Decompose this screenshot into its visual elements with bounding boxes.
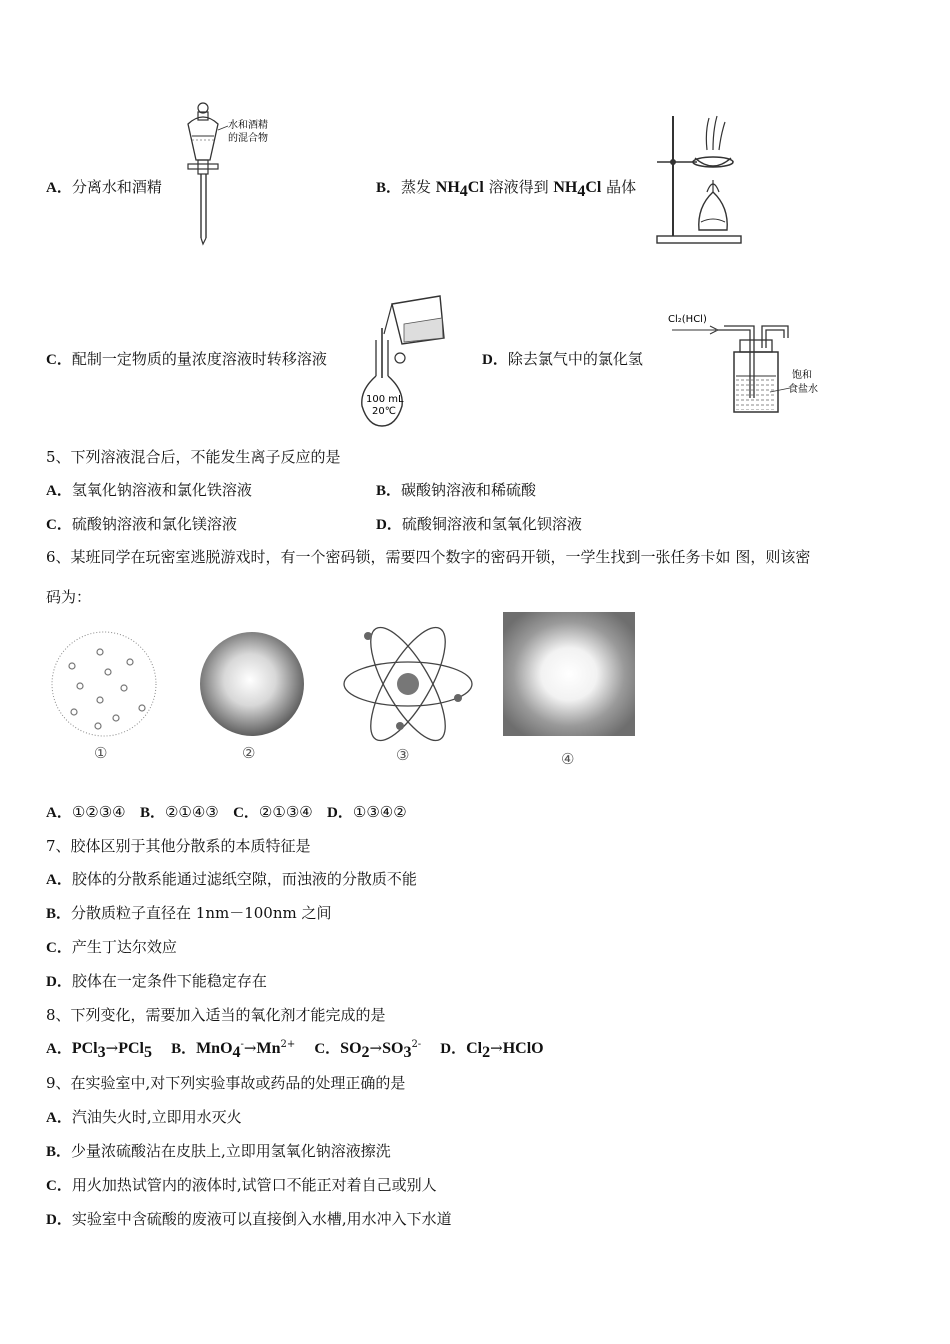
q5-option-c[interactable] (46, 513, 237, 534)
superscript: 2+ (280, 1039, 296, 1050)
q9-option-d[interactable] (46, 1208, 452, 1229)
subscript: 2 (361, 1044, 370, 1061)
option-letter: B． (376, 180, 402, 196)
option-letter: B． (46, 906, 72, 922)
formula: Mn (256, 1040, 281, 1057)
q9-stem: 9、在实验室中,对下列实验事故或药品的处理正确的是 (46, 1074, 406, 1092)
arrow: → (369, 1039, 383, 1057)
q6-option-a[interactable] (46, 803, 126, 821)
subscript: 3 (403, 1044, 412, 1061)
option-letter: C． (233, 805, 259, 821)
q6-option-b[interactable] (140, 803, 219, 821)
q9-option-a[interactable] (46, 1106, 242, 1127)
gas-washing-bottle-figure (666, 308, 836, 418)
option-text: 蒸发 (401, 178, 436, 196)
q8-option-c[interactable] (314, 1039, 422, 1061)
q4-option-c[interactable] (46, 348, 327, 369)
option-letter: D． (327, 805, 353, 821)
option-text: ②①③④ (258, 803, 313, 821)
formula: HClO (502, 1040, 544, 1057)
figure-label: 100 mL (366, 394, 404, 405)
q7-stem: 7、胶体区别于其他分散系的本质特征是 (46, 837, 311, 855)
option-text: 实验室中含硫酸的废液可以直接倒入水槽,用水冲入下水道 (71, 1210, 452, 1228)
formula: PCl (71, 1040, 98, 1057)
formula: PCl (118, 1040, 144, 1057)
nuclear-orbit-model-figure (340, 614, 480, 768)
volumetric-flask-figure (358, 294, 458, 430)
q5-option-b[interactable] (376, 479, 536, 500)
option-letter: C． (46, 940, 72, 956)
subscript: 2 (482, 1044, 491, 1061)
option-letter: D． (482, 352, 508, 368)
q5-option-d[interactable] (376, 513, 582, 534)
option-text: 硫酸铜溶液和氢氧化钡溶液 (401, 515, 582, 533)
subscript: 4 (232, 1044, 241, 1061)
option-text: ①②③④ (71, 803, 126, 821)
option-text: 溶液得到 (483, 178, 554, 196)
option-letter: D． (46, 974, 72, 990)
option-text: 少量浓硫酸沾在皮肤上,立即用氢氧化钠溶液擦洗 (71, 1142, 391, 1160)
electron-cloud-model-figure (503, 612, 637, 772)
subscript: 3 (97, 1044, 106, 1061)
q7-option-b[interactable] (46, 902, 332, 923)
q6-options-row (46, 801, 407, 822)
option-letter: A． (46, 483, 72, 499)
q6-stem-line-2: 码为： (46, 588, 92, 606)
q7-option-a[interactable] (46, 868, 417, 889)
q6-option-d[interactable] (327, 803, 407, 821)
q6-option-c[interactable] (233, 803, 313, 821)
formula: SO (382, 1040, 404, 1057)
option-text: 氢氧化钠溶液和氯化铁溶液 (71, 481, 252, 499)
figure-number: ③ (396, 746, 410, 764)
option-text: ②①④③ (164, 803, 219, 821)
evaporation-figure (655, 112, 745, 247)
option-text: 汽油失火时,立即用水灭火 (71, 1108, 242, 1126)
formula: Cl (466, 1040, 483, 1057)
option-letter: A． (46, 872, 72, 888)
subscript: 5 (143, 1044, 152, 1061)
option-text: 分离水和酒精 (71, 178, 162, 196)
q8-option-b[interactable] (171, 1039, 296, 1061)
gas-label: Cl₂(HCl) (668, 314, 707, 325)
formula: Cl (585, 179, 602, 196)
option-letter: B． (171, 1041, 197, 1057)
figure-label: 饱和 (792, 370, 812, 381)
arrow: → (243, 1039, 257, 1057)
option-letter: A． (46, 805, 72, 821)
figure-label: 的混合物 (228, 133, 268, 144)
option-letter: B． (139, 805, 165, 821)
solid-sphere-model-figure (198, 628, 308, 768)
q9-option-c[interactable] (46, 1174, 437, 1195)
option-letter: A． (46, 1041, 72, 1057)
subscript: 4 (459, 183, 468, 200)
q8-options-row (46, 1037, 544, 1062)
q8-stem: 8、下列变化，需要加入适当的氧化剂才能完成的是 (46, 1006, 386, 1024)
plum-pudding-model-figure (50, 628, 165, 768)
option-letter: C． (314, 1041, 341, 1057)
option-letter: D． (376, 517, 402, 533)
option-letter: A． (46, 180, 72, 196)
option-text: 分散质粒子直径在 1nm－100nm 之间 (71, 904, 332, 922)
figure-number: ④ (561, 750, 575, 768)
q4-option-b[interactable] (376, 176, 636, 201)
formula: Cl (467, 179, 484, 196)
q5-stem: 5、下列溶液混合后，不能发生离子反应的是 (46, 448, 341, 466)
q7-option-d[interactable] (46, 970, 267, 991)
option-letter: C． (46, 352, 72, 368)
q7-option-c[interactable] (46, 936, 177, 957)
figure-label: 水和酒精 (228, 120, 268, 131)
formula: NH (435, 179, 460, 196)
figure-label: 食盐水 (788, 384, 818, 395)
q6-stem-line-1: 6、某班同学在玩密室逃脱游戏时，有一个密码锁，需要四个数字的密码开锁，一学生找到一张任务卡如 图，则该密 (46, 548, 811, 566)
formula: NH (553, 179, 578, 196)
option-letter: C． (46, 1178, 72, 1194)
q4-option-a[interactable] (46, 176, 162, 197)
option-text: 碳酸钠溶液和稀硫酸 (401, 481, 537, 499)
q4-option-d[interactable] (482, 348, 643, 369)
figure-number: ② (242, 744, 256, 762)
option-text: 晶体 (601, 178, 637, 196)
option-text: 除去氯气中的氯化氢 (507, 350, 643, 368)
option-letter: C． (46, 517, 72, 533)
option-letter: B． (376, 483, 402, 499)
formula: SO (340, 1040, 362, 1057)
option-text: 硫酸钠溶液和氯化镁溶液 (71, 515, 237, 533)
option-text: ①③④② (352, 803, 407, 821)
q9-option-b[interactable] (46, 1140, 391, 1161)
option-text: 用火加热试管内的液体时,试管口不能正对着自己或别人 (71, 1176, 437, 1194)
option-text: 产生丁达尔效应 (71, 938, 177, 956)
option-letter: D． (46, 1212, 72, 1228)
q5-option-a[interactable] (46, 479, 252, 500)
option-text: 配制一定物质的量浓度溶液时转移溶液 (71, 350, 327, 368)
arrow: → (105, 1039, 119, 1057)
option-text: 胶体的分散系能通过滤纸空隙，而浊液的分散质不能 (71, 870, 417, 888)
option-letter: A． (46, 1110, 72, 1126)
separatory-funnel-figure (180, 100, 290, 250)
figure-number: ① (94, 744, 108, 762)
option-letter: B． (46, 1144, 72, 1160)
superscript: 2- (411, 1039, 422, 1050)
superscript: - (240, 1039, 244, 1050)
q8-option-d[interactable] (440, 1039, 544, 1061)
option-letter: D． (440, 1041, 467, 1057)
option-text: 胶体在一定条件下能稳定存在 (71, 972, 267, 990)
formula: MnO (196, 1040, 233, 1057)
subscript: 4 (577, 183, 586, 200)
arrow: → (490, 1039, 503, 1057)
figure-label: 20℃ (372, 406, 396, 417)
q8-option-a[interactable] (46, 1039, 152, 1061)
